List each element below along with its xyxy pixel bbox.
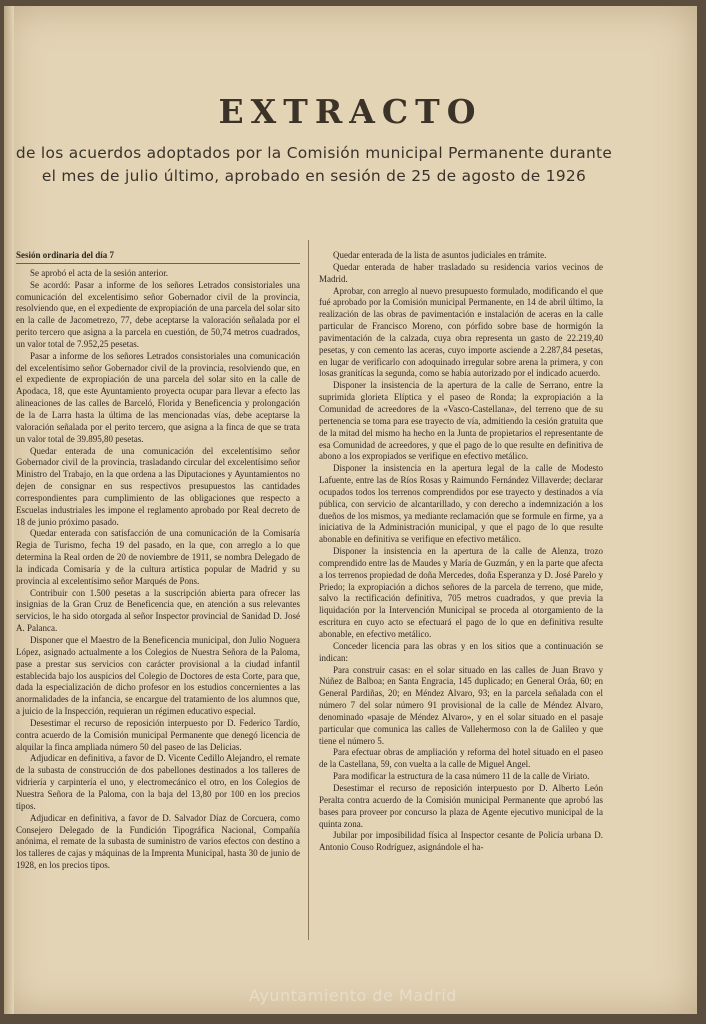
paragraph: Se aprobó el acta de la sesión anterior. [30, 267, 168, 278]
paragraph: Adjudicar en definitiva, a favor de D. Vicente Cedillo Alejandro, el remate de la subasta de construcción de dos pabellones destinados a los talleres de vidriería y carpintería el uno, y electromecánico el otro, en los Colegios de Nuestra Señora de la Paloma, con la baja del 13,80 por 100 en los precios tipos. [16, 753, 300, 811]
paragraph: Quedar enterada de la lista de asuntos judiciales en trámite. [333, 250, 547, 260]
paragraph: Disponer la insistencia en la apertura de la calle de Alenza, trozo comprendido entre las de Maudes y María de Guzmán, y en la parte que afecta a los terrenos propiedad de doña Mercedes, doña Esperanza y D. José Parelo y Priedo; la expropiación a dichos señores de la parcela de terreno, que mide, salvo la rectificación definitiva, 705 metros cuadrados, y que previa la liquidación por la Intervención Municipal se proceda al otorgamiento de la escritura en cuyo acto se efectuará el pago de lo que en definitiva resulte abonable, en efectivo metálico. [319, 546, 603, 639]
paragraph: Disponer la insistencia en la apertura legal de la calle de Modesto Lafuente, entre las de Ríos Rosas y Raimundo Fernández Villaverde; declarar ocupados todos los terrenos comprendidos por ese trayecto y destinados a vía pública, con servicio de alcantarillado, y con derecho a indemnización a los dueños de los mismos, ya mediante reclamación que se formule en firme, ya a iniciativa de la Administración municipal, y que el pago de lo que resulte abonable en definitiva se verifique en efectivo metálico. [319, 463, 603, 545]
page-edge [4, 6, 14, 1014]
section-heading: Sesión ordinaria del día 7 [16, 250, 300, 264]
document-title: EXTRACTO [218, 92, 483, 131]
watermark: Ayuntamiento de Madrid [249, 986, 457, 1005]
paragraph: Disponer que el Maestro de la Beneficencia municipal, don Julio Noguera López, asignado actualmente a los Colegios de Nuestra Señora de la Paloma, pase a prestar sus servicios con carácter provisional a la ciudad infantil establecida bajo los auspicios del Colegio de Doctores de esta Corte, para que, dada la especialización de dicho profesor en los estudios concernientes a las anormalidades de la infancia, se encargue del tratamiento de los alumnos que, a juicio de la Inspección, requieran un régimen educativo especial. [16, 635, 300, 717]
paragraph: Quedar enterada con satisfacción de una comunicación de la Comisaría Regia de Turismo, fecha 19 del pasado, en la que, con arreglo a lo que determina la Real orden de 20 de noviembre de 1911, se nombra Delegado de la indicada Comisaría y de la cultura artística popular de Madrid y su provincia al excelentísimo señor Marqués de Pons. [16, 528, 300, 586]
paragraph: Para construir casas: en el solar situado en las calles de Juan Bravo y Núñez de Balboa; en Santa Engracia, 145 duplicado; en General Oráa, 60; en General Pardiñas, 20; en Méndez Alvaro, 93; en la parcela señalada con el número 7 del solar número 91 provisional de la calle de Méndez Alvaro, denominado «pasaje de Méndez Alvaro», y en el solar situado en el pasaje particular que comunica las calles de Vallehermoso con la de Galileo y que tiene el número 5. [319, 664, 603, 746]
paragraph: Desestimar el recurso de reposición interpuesto por D. Alberto León Peralta contra acuerdo de la Comisión municipal Permanente que aprobó las bases para proveer por concurso la plaza de Agente ejecutivo municipal de la quinta zona. [319, 782, 603, 829]
paragraph: Contribuir con 1.500 pesetas a la suscripción abierta para ofrecer las insignias de la Gran Cruz de Beneficencia que, en atención a sus relevantes servicios, le ha sido otorgada al señor Inspector provincial de Sanidad D. José A. Palanca. [16, 587, 300, 634]
document-page [4, 6, 697, 1014]
left-column [16, 250, 300, 950]
paragraph: Conceder licencia para las obras y en los sitios que a continuación se indican: [319, 640, 603, 663]
paragraph: Quedar enterada de haber trasladado su residencia varios vecinos de Madrid. [319, 261, 603, 284]
right-column [319, 250, 603, 950]
paragraph: Disponer la insistencia de la apertura de la calle de Serrano, entre la suprimida glorieta Elíptica y el paseo de Ronda; la expropiación a la Comunidad de acreedores de la «Vasco-Castellana», del terreno que de su pertenencia se toma para ese trayecto de vía, admitiendo la cesión gratuita que de la mitad del mismo ha hecho en la Junta de propietarios el representante de esa Comunidad de acreedores, y que el pago de lo que resulte en definitiva de abono a los expropiados se verifique en efectivo metálico. [319, 380, 603, 462]
paragraph: Aprobar, con arreglo al nuevo presupuesto formulado, modificando el que fué aprobado por la Comisión municipal Permanente, en 14 de abril último, la realización de las obras de pavimentación e instalación de aceras en la calle particular de Francisco Moreno, con pórfido sobre base de hormigón la pavimentación de la calzada, cuya obra representa un gasto de 22.219,40 pesetas, y con cemento las aceras, cuyo importe asciende a 2.287,84 pesetas, en lugar de verificarlo con adoquinado irregular sobre arena la primera, y con losas granitícas la segunda, como se había autorizado por el indicado acuerdo. [319, 285, 603, 379]
column-divider [308, 240, 309, 940]
paragraph: Se acordó: Pasar a informe de los señores Letrados consistoriales una comunicación del excelentísimo señor Gobernador civil de la provincia, resolviendo que, en el expediente de expropiación de una parcela del solar sito en la calle de Jacometrezo, 77, debe aceptarse la valoración señalada por el perito tercero que asigna a la parcela en cuestión, de 50,74 metros cuadrados, un valor total de 7.952,25 pesetas. [16, 279, 300, 349]
paragraph: Pasar a informe de los señores Letrados consistoriales una comunicación del excelentísimo señor Gobernador civil de la provincia, resolviendo que, en el expediente de expropiación de una parcela del solar sito en la calle de Apodaca, 18, que este Ayuntamiento proyecta ocupar para llevar a efecto las alineaciones de las calles de Barceló, Florida y Beneficencia y prolongación de la de Larra hasta la última de las mencionadas vías, debe aceptarse la valoración señalada por el perito tercero, que asigna a la finca de que se trata un valor total de 39.895,80 pesetas. [16, 350, 300, 444]
paragraph: Para modificar la estructura de la casa número 11 de la calle de Viriato. [333, 771, 590, 782]
paragraph: Jubilar por imposibilidad física al Inspector cesante de Policía urbana D. Antonio Couso Rodríguez, asignándole el ha- [319, 830, 603, 853]
paragraph: Para efectuar obras de ampliación y reforma del hotel situado en el paseo de la Castellana, 59, con vuelta a la calle de Miguel Angel. [319, 747, 603, 770]
paragraph: Quedar enterada de una comunicación del excelentísimo señor Gobernador civil de la provincia, trasladando circular del excelentísimo señor Ministro del Trabajo, en la que ordena a las Diputaciones y Ayuntamientos no dejen de consignar en sus respectivos presupuestos las cantidades correspondientes para cumplimiento de las obligaciones que respecto a Escuelas industriales les impone el reglamento aprobado por Real decreto de 18 de junio próximo pasado. [16, 445, 300, 527]
paragraph: Adjudicar en definitiva, a favor de D. Salvador Díaz de Corcuera, como Consejero Delegado de la Fundición Tipográfica Nacional, Compañía anónima, el remate de la subasta de suministro de varios efectos con destino a los talleres de cajas y máquinas de la Imprenta Municipal, hasta 30 de junio de 1928, en los precios tipos. [16, 812, 300, 871]
paragraph: Desestimar el recurso de reposición interpuesto por D. Federico Tardío, contra acuerdo de la Comisión municipal Permanente que denegó licencia de alquilar la finca ampliada número 50 del paseo de las Delicias. [16, 717, 300, 752]
document-subtitle: de los acuerdos adoptados por la Comisión municipal Permanente durante el mes de julio último, aprobado en sesión de 25 de agosto de 1926 [15, 144, 613, 185]
